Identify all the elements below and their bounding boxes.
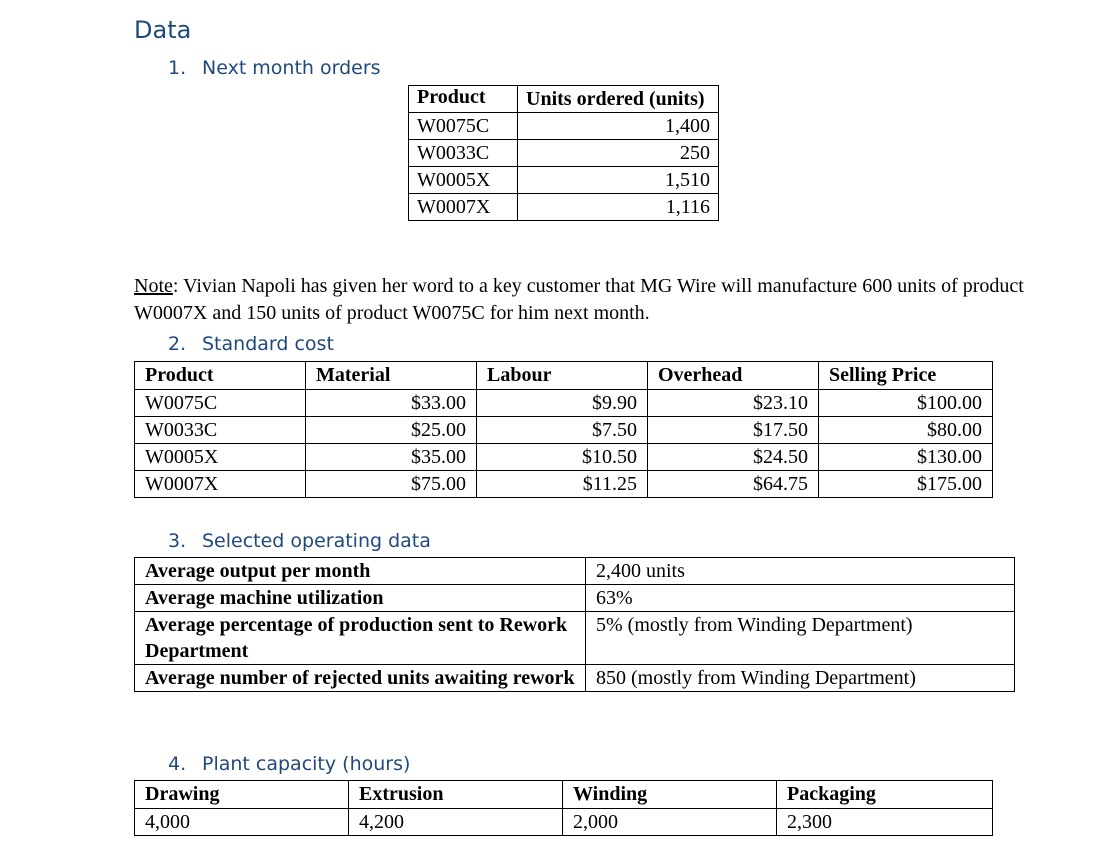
- cost-header-product: Product: [135, 362, 306, 390]
- operating-value-cell: 2,400 units: [586, 558, 1015, 585]
- section-3-number: 3.: [168, 530, 187, 552]
- cost-header-overhead: Overhead: [648, 362, 819, 390]
- section-1-number: 1.: [168, 57, 187, 79]
- section-2-number: 2.: [168, 333, 187, 355]
- table-row: [135, 558, 1015, 585]
- plant-capacity-table: [134, 780, 993, 836]
- cost-material-cell: $25.00: [306, 417, 477, 444]
- section-4-heading: [168, 753, 410, 775]
- cost-header-material: Material: [306, 362, 477, 390]
- standard-cost-header-row: [135, 362, 993, 390]
- orders-product-cell: W0007X: [409, 194, 518, 221]
- orders-product-cell: W0075C: [409, 113, 518, 140]
- table-row: [135, 809, 993, 836]
- table-row: [409, 140, 719, 167]
- cost-product-cell: W0075C: [135, 390, 306, 417]
- cost-labour-cell: $11.25: [477, 471, 648, 498]
- note-paragraph: [134, 273, 1034, 327]
- capacity-packaging-cell: 2,300: [777, 809, 993, 836]
- table-row: [409, 167, 719, 194]
- table-row: [135, 665, 1015, 692]
- cost-labour-cell: $9.90: [477, 390, 648, 417]
- cost-overhead-cell: $64.75: [648, 471, 819, 498]
- operating-label-cell: Average output per month: [135, 558, 586, 585]
- orders-units-cell: 1,510: [518, 167, 719, 194]
- orders-product-cell: W0033C: [409, 140, 518, 167]
- orders-units-cell: 1,400: [518, 113, 719, 140]
- table-row: [135, 390, 993, 417]
- orders-header-row: [409, 86, 719, 113]
- orders-table: [408, 85, 719, 221]
- section-1-heading: [168, 57, 381, 79]
- section-1-title: Next month orders: [202, 57, 381, 79]
- cost-material-cell: $75.00: [306, 471, 477, 498]
- capacity-header-winding: Winding: [563, 781, 777, 809]
- cost-overhead-cell: $24.50: [648, 444, 819, 471]
- operating-label-cell: Average percentage of production sent to Rework Department: [135, 612, 586, 665]
- operating-value-cell: 5% (mostly from Winding Department): [586, 612, 1015, 665]
- cost-overhead-cell: $17.50: [648, 417, 819, 444]
- capacity-header-drawing: Drawing: [135, 781, 349, 809]
- cost-labour-cell: $7.50: [477, 417, 648, 444]
- section-4-title: Plant capacity (hours): [202, 753, 411, 775]
- capacity-extrusion-cell: 4,200: [349, 809, 563, 836]
- cost-price-cell: $175.00: [819, 471, 993, 498]
- standard-cost-table: [134, 361, 993, 498]
- cost-product-cell: W0005X: [135, 444, 306, 471]
- operating-data-table: [134, 557, 1015, 692]
- orders-units-cell: 250: [518, 140, 719, 167]
- capacity-header-row: [135, 781, 993, 809]
- orders-header-units: Units ordered (units): [518, 86, 719, 113]
- orders-units-cell: 1,116: [518, 194, 719, 221]
- operating-label-cell: Average number of rejected units awaiting rework: [135, 665, 586, 692]
- table-row: [135, 612, 1015, 665]
- operating-value-cell: 850 (mostly from Winding Department): [586, 665, 1015, 692]
- cost-material-cell: $33.00: [306, 390, 477, 417]
- table-row: [135, 444, 993, 471]
- cost-labour-cell: $10.50: [477, 444, 648, 471]
- section-2-title: Standard cost: [202, 333, 334, 355]
- cost-header-selling-price: Selling Price: [819, 362, 993, 390]
- section-2-heading: [168, 333, 334, 355]
- table-row: [135, 471, 993, 498]
- note-label: Note: [134, 275, 173, 297]
- capacity-winding-cell: 2,000: [563, 809, 777, 836]
- operating-label-cell: Average machine utilization: [135, 585, 586, 612]
- capacity-header-extrusion: Extrusion: [349, 781, 563, 809]
- table-row: [135, 417, 993, 444]
- orders-header-product: Product: [409, 86, 518, 113]
- section-3-heading: [168, 530, 431, 552]
- table-row: [409, 194, 719, 221]
- section-3-title: Selected operating data: [202, 530, 431, 552]
- capacity-header-packaging: Packaging: [777, 781, 993, 809]
- table-row: [409, 113, 719, 140]
- note-text: : Vivian Napoli has given her word to a key customer that MG Wire will manufacture 600 units of product W0007X and 150 units of product W0075C for him next month.: [134, 275, 1024, 324]
- table-row: [135, 585, 1015, 612]
- cost-price-cell: $80.00: [819, 417, 993, 444]
- cost-header-labour: Labour: [477, 362, 648, 390]
- page-heading: Data: [134, 16, 192, 44]
- capacity-drawing-cell: 4,000: [135, 809, 349, 836]
- cost-overhead-cell: $23.10: [648, 390, 819, 417]
- cost-product-cell: W0033C: [135, 417, 306, 444]
- cost-material-cell: $35.00: [306, 444, 477, 471]
- cost-price-cell: $100.00: [819, 390, 993, 417]
- operating-value-cell: 63%: [586, 585, 1015, 612]
- orders-product-cell: W0005X: [409, 167, 518, 194]
- cost-price-cell: $130.00: [819, 444, 993, 471]
- cost-product-cell: W0007X: [135, 471, 306, 498]
- section-4-number: 4.: [168, 753, 187, 775]
